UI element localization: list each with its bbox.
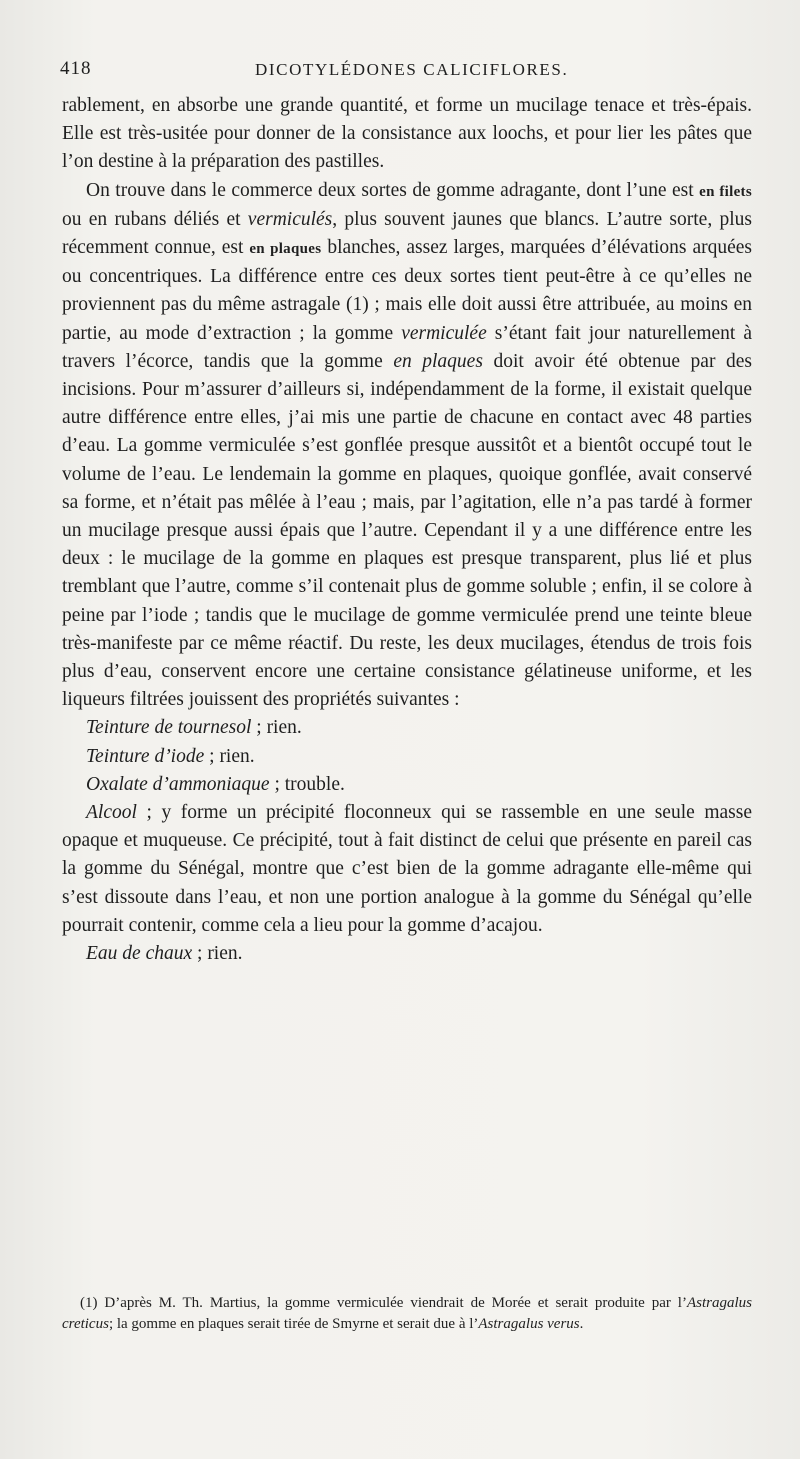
reagent-name: Oxalate d’ammoniaque	[86, 773, 270, 795]
reagent-name-alcool: Alcool	[86, 802, 137, 824]
text-span: doit avoir été obtenue par des incisions. Pour m’assurer d’ailleurs si, indépendamment de la forme, il existait quelque autre différence entre elles, j’ai mis une partie de chacune en contact avec 48 parties d’eau. La gomme vermiculée s’est gonflée presque aussitôt et a bientôt occupé tout le volume de l’eau. Le lendemain la gomme en plaques, quoique gonflée, avait conservé sa forme, et n’était pas mêlée à l’eau ; mais, par l’agitation, elle n’a pas tardé à former un mucilage presque aussi épais que l’autre. Cependant il y a une différence entre les deux : le mucilage de la gomme en plaques est presque transparent, plus lié et plus tremblant que l’autre, comme s’il contenait plus de gomme soluble ; enfin, il se colore à peine par l’iode ; tandis que le mucilage de gomme vermiculée prend une teinte bleue très-manifeste par ce même réactif. Du reste, les deux mucilages, étendus de trois fois plus d’eau, conservent encore une certaine consistance gélatineuse uniforme, et les liqueurs filtrées jouissent des propriétés suivantes :	[62, 350, 752, 711]
body-text	[62, 92, 752, 968]
footnote	[62, 1293, 752, 1335]
page-number: 418	[60, 58, 92, 79]
term-vermiculee: vermiculée	[401, 322, 487, 344]
reagent-name: Teinture de tournesol	[86, 717, 252, 739]
text-span: , plus souvent jaunes que blancs. L’autre sorte, plus récemment connue, est	[62, 208, 752, 259]
paragraph-gum-varieties	[62, 177, 752, 715]
footnote-text: .	[579, 1316, 584, 1332]
text-span: s’étant fait jour naturellement à travers l’écorce, tandis que la gomme	[62, 322, 752, 372]
species-name: Astragalus creticus	[62, 1295, 752, 1332]
text-span: On trouve dans le commerce deux sortes de gomme adragante, dont l’une est	[86, 179, 700, 201]
paragraph-continuation: rablement, en absorbe une grande quantité, et forme un mucilage tenace et très-épais. Elle est très-usitée pour donner de la consistance aux loochs, et pour lier les pâtes que l’on destine à la préparation des pastilles.	[62, 95, 752, 173]
reagent-line-eau-de-chaux	[62, 940, 752, 968]
species-name: Astragalus verus	[478, 1316, 580, 1332]
reagent-result: rien.	[207, 943, 243, 965]
footnote-text: (1) D’après M. Th. Martius, la gomme vermiculée viendrait de Morée et serait produite par l’	[80, 1295, 687, 1311]
reagent-result: rien.	[219, 745, 255, 767]
reagent-separator: ;	[251, 717, 267, 739]
reagent-separator: ;	[204, 745, 220, 767]
text-span: blanches, assez larges, marquées d’élévations arquées ou concentriques. La différence entre ces deux sortes tient peut-être à ce qu’elles ne proviennent pas du même astragale (1) ; mais elle doit aussi être attribuée, au moins en partie, au mode d’extraction ; la gomme	[62, 237, 752, 344]
reagent-result: trouble.	[284, 773, 345, 795]
reagent-separator: ;	[192, 943, 208, 965]
text-span: ou en rubans déliés et	[62, 208, 248, 230]
reagent-line-iode	[62, 743, 752, 771]
paragraph-alcool	[62, 799, 752, 940]
reagent-line-tournesol	[62, 714, 752, 742]
reagent-line-oxalate	[62, 771, 752, 799]
alcool-text: ; y forme un précipité floconneux qui se rassemble en une seule masse opaque et muqueuse. Ce précipité, tout à fait distinct de celui que présente en pareil cas la gomme du Sénégal, montre que c’est bien de la gomme adragante elle-même qui s’est dissoute dans l’eau, et non une portion analogue à la gomme du Sénégal qu’elle pourrait contenir, comme cela a lieu pour la gomme d’acajou.	[62, 802, 752, 936]
term-en-plaques: en plaques	[249, 241, 322, 258]
term-en-filets: en filets	[699, 183, 752, 200]
term-vermicules: vermiculés	[247, 208, 333, 230]
footnote-text: ; la gomme en plaques serait tirée de Smyrne et serait due à l’	[108, 1316, 479, 1332]
reagent-name: Teinture d’iode	[86, 745, 205, 767]
page-header	[60, 58, 760, 84]
term-plaques-italic: en plaques	[393, 350, 483, 372]
reagent-separator: ;	[269, 773, 285, 795]
reagent-name: Eau de chaux	[86, 943, 193, 965]
running-head: DICOTYLÉDONES CALICIFLORES.	[255, 60, 569, 79]
reagent-result: rien.	[266, 717, 302, 739]
